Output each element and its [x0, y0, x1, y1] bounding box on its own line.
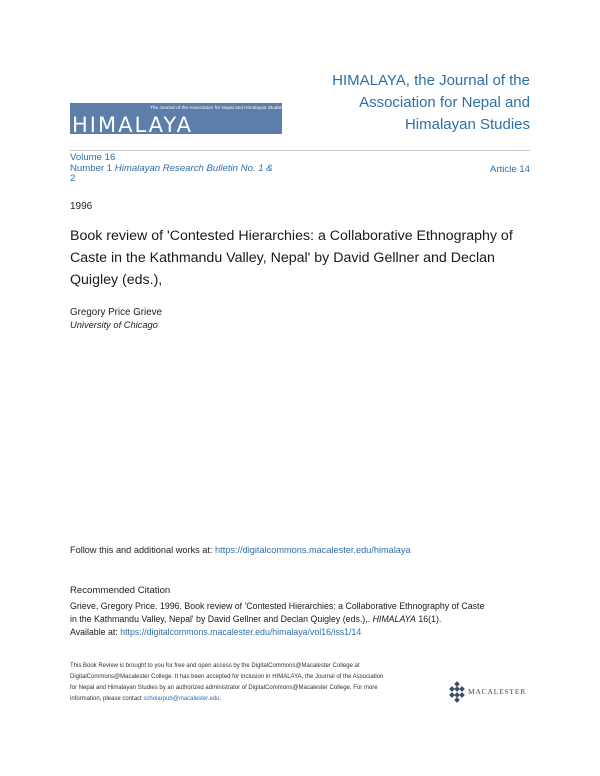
number-italic: Himalayan Research Bulletin No. 1 &: [114, 162, 273, 174]
publication-year: 1996: [70, 201, 93, 212]
citation-line2-suffix: 16(1).: [415, 614, 442, 624]
follow-text: Follow this and additional works at:: [70, 545, 216, 555]
citation-line2-prefix: in the Kathmandu Valley, Nepal' by David Gellner and Declan Quigley (eds.),.: [70, 614, 373, 624]
article-link[interactable]: Article 14: [490, 164, 530, 175]
author-affiliation: University of Chicago: [70, 320, 158, 330]
journal-title-line[interactable]: HIMALAYA, the Journal of the: [332, 72, 530, 89]
citation-journal: HIMALAYA: [372, 614, 416, 624]
footer-notice: [70, 661, 440, 705]
journal-title-line[interactable]: Himalayan Studies: [404, 116, 530, 133]
footer-line: for Nepal and Himalayan Studies by an authorized administrator of DigitalCommons@Macalester College. For more: [70, 685, 378, 691]
citation-heading: Recommended Citation: [70, 585, 171, 596]
footer-line: DigitalCommons@Macalester College. It has been accepted for inclusion in HIMALAYA, the Journal of the Association: [70, 674, 384, 680]
citation-body: [70, 600, 540, 639]
follow-line: [70, 545, 411, 555]
macalester-wordmark: MACALESTER: [468, 687, 527, 696]
footer-line: [70, 694, 440, 705]
footer-line4-prefix: information, please contact: [70, 696, 144, 702]
citation-line: [70, 626, 540, 639]
journal-title[interactable]: [280, 70, 530, 136]
citation-line: Grieve, Gregory Price. 1996. Book review of 'Contested Hierarchies: a Collaborative Ethnography of Caste: [70, 601, 485, 611]
citation-line: [70, 613, 540, 626]
number-line2[interactable]: 2: [70, 173, 76, 185]
macalester-crest-icon: [448, 681, 466, 703]
available-link[interactable]: https://digitalcommons.macalester.edu/himalaya/vol16/iss1/14: [120, 627, 362, 637]
follow-link[interactable]: https://digitalcommons.macalester.edu/himalaya: [215, 545, 411, 555]
journal-title-line[interactable]: Association for Nepal and: [359, 94, 530, 111]
himalaya-banner: [70, 103, 284, 137]
contact-email-link[interactable]: scholarpub@macalester.edu: [143, 696, 220, 702]
number-link[interactable]: [70, 164, 330, 175]
footer-line4-suffix: .: [219, 696, 222, 702]
author-name: Gregory Price Grieve: [70, 307, 163, 318]
volume-link[interactable]: Volume 16: [70, 152, 116, 163]
issue-info[interactable]: [70, 153, 330, 185]
available-label: Available at:: [70, 627, 121, 637]
footer-line: This Book Review is brought to you for free and open access by the DigitalCommons@Macalester College at: [70, 663, 360, 669]
article-title: Book review of 'Contested Hierarchies: a Collaborative Ethnography of Caste in the Kathmandu Valley, Nepal' by David Gellner and Declan Quigley (eds.),: [70, 228, 513, 288]
number-prefix: Number 1: [70, 162, 115, 174]
macalester-logo[interactable]: [448, 681, 543, 703]
header-divider: [70, 150, 530, 151]
banner-tagline: The Journal of the Association for Nepal and Himalayan Studies: [150, 105, 284, 110]
banner-logo-word: HIMALAYA: [72, 113, 193, 137]
